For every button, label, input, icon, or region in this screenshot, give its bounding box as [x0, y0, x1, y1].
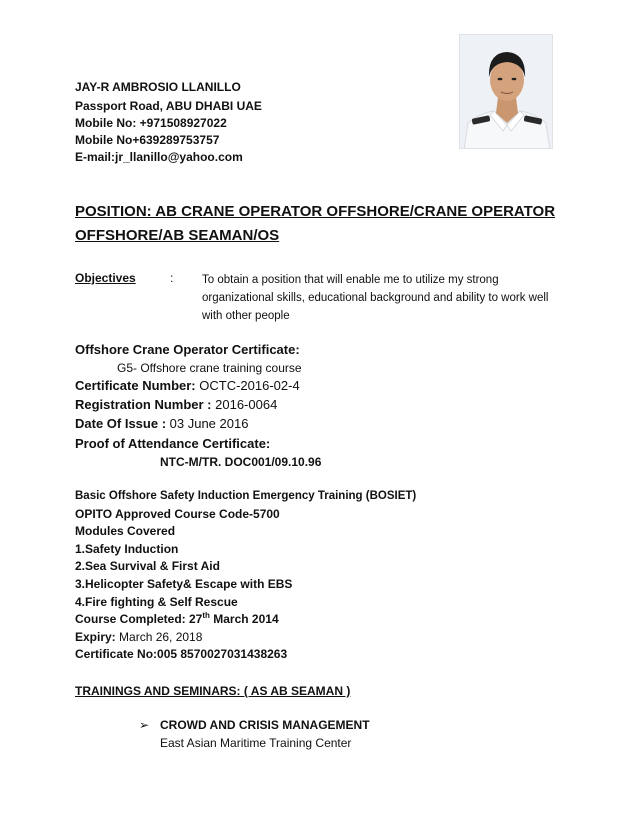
- cert-number-label: Certificate Number:: [75, 378, 196, 393]
- profile-photo: [459, 34, 553, 149]
- email: E-mail:jr_llanillo@yahoo.com: [75, 150, 243, 164]
- expiry-value: March 26, 2018: [115, 630, 203, 644]
- bullet-arrow-icon: ➢: [139, 718, 150, 732]
- course-completed-sup: th: [202, 611, 210, 620]
- objectives-text: [202, 271, 572, 325]
- bosiet-title: Basic Offshore Safety Induction Emergency Training (BOSIET): [75, 490, 417, 502]
- date-of-issue-value: 03 June 2016: [166, 416, 249, 431]
- objectives-colon: :: [170, 271, 174, 285]
- cert-number: [75, 378, 300, 393]
- address: Passport Road, ABU DHABI UAE: [75, 99, 262, 113]
- mobile-1: Mobile No: +971508927022: [75, 116, 227, 130]
- position-line-2: OFFSHORE/AB SEAMAN/OS: [75, 227, 280, 244]
- position-line-1: POSITION: AB CRANE OPERATOR OFFSHORE/CRANE OPERATOR: [75, 203, 556, 220]
- opito-code: OPITO Approved Course Code-5700: [75, 507, 280, 521]
- module-1: 1.Safety Induction: [75, 542, 179, 556]
- course-completed-label: Course Completed: 27: [75, 612, 203, 626]
- objectives-line: organizational skills, educational background and ability to work well: [202, 292, 549, 304]
- module-2: 2.Sea Survival & First Aid: [75, 559, 220, 573]
- crane-cert-heading: Offshore Crane Operator Certificate:: [75, 342, 300, 357]
- proof-of-attendance-value: NTC-M/TR. DOC001/09.10.96: [160, 455, 322, 469]
- crane-course: G5- Offshore crane training course: [117, 361, 302, 375]
- modules-covered: Modules Covered: [75, 524, 176, 538]
- date-of-issue-label: Date Of Issue :: [75, 416, 167, 431]
- mobile-2: Mobile No+639289753757: [75, 133, 220, 147]
- course-completed: [75, 612, 279, 626]
- objectives-label: Objectives: [75, 271, 136, 285]
- certificate-no: Certificate No:005 8570027031438263: [75, 647, 288, 661]
- trainings-heading: TRAININGS AND SEMINARS: ( AS AB SEAMAN ): [75, 684, 351, 698]
- objectives-line: with other people: [202, 310, 290, 322]
- registration-value: 2016-0064: [211, 397, 278, 412]
- module-3: 3.Helicopter Safety& Escape with EBS: [75, 577, 293, 591]
- proof-of-attendance-label: Proof of Attendance Certificate:: [75, 436, 271, 451]
- registration-label: Registration Number :: [75, 397, 212, 412]
- cert-number-value: OCTC-2016-02-4: [195, 378, 300, 393]
- objectives-line: To obtain a position that will enable me to utilize my strong: [202, 274, 499, 286]
- date-of-issue: [75, 416, 248, 431]
- applicant-name: JAY-R AMBROSIO LLANILLO: [75, 80, 241, 94]
- person-icon: [460, 35, 553, 149]
- registration-number: [75, 397, 277, 412]
- expiry-label: Expiry:: [75, 630, 116, 644]
- module-4: 4.Fire fighting & Self Rescue: [75, 595, 238, 609]
- expiry: [75, 630, 202, 644]
- training-item-title: CROWD AND CRISIS MANAGEMENT: [160, 718, 370, 732]
- training-item-place: East Asian Maritime Training Center: [160, 736, 352, 750]
- course-completed-rest: March 2014: [209, 612, 279, 626]
